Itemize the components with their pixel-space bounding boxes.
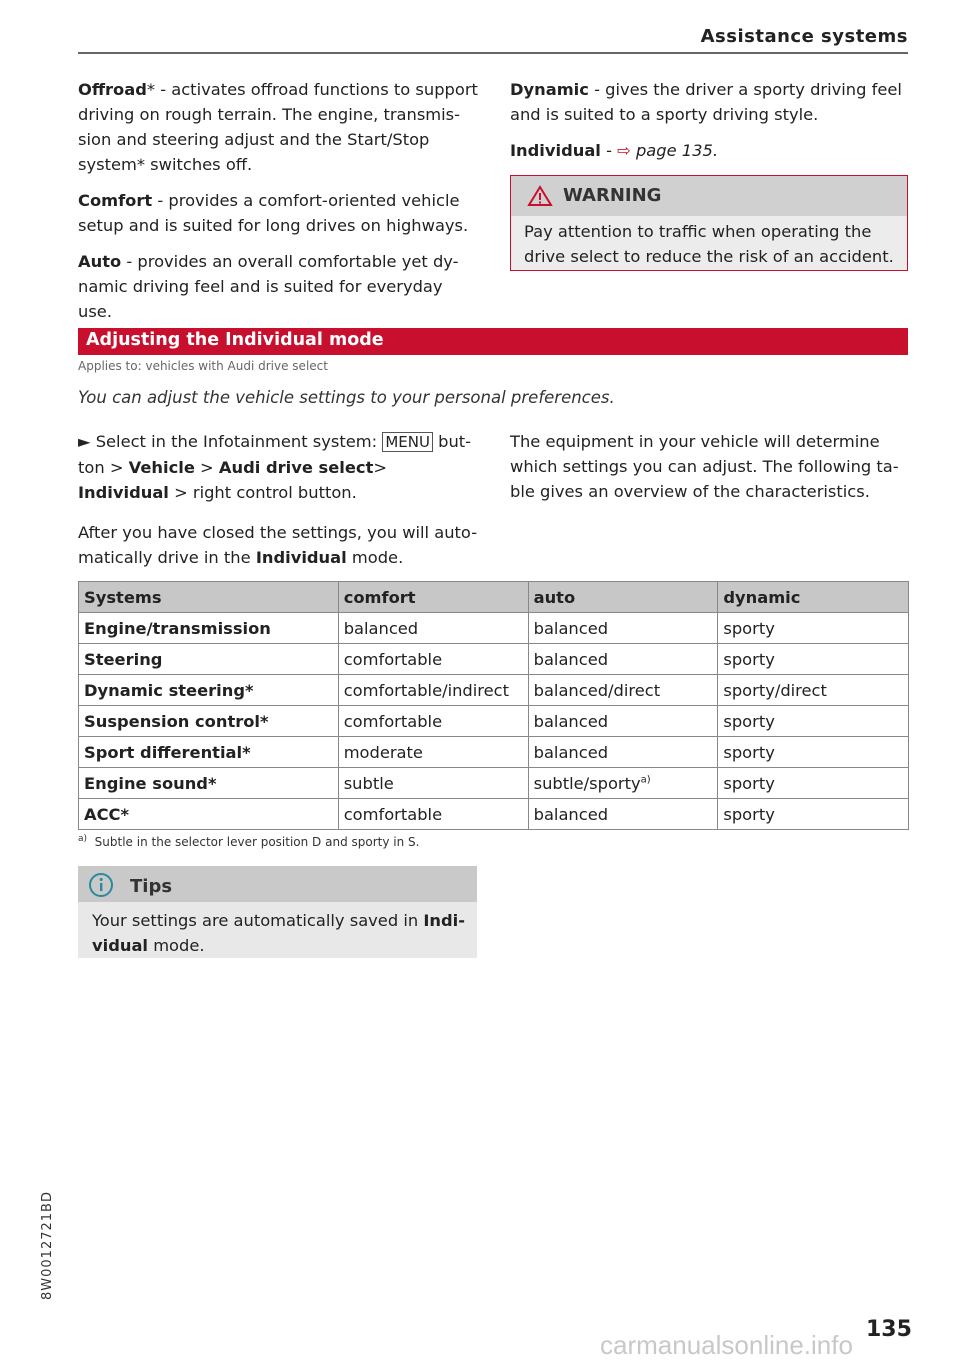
table-row (79, 613, 909, 644)
table-row (79, 675, 909, 706)
table-cell: balanced (528, 613, 718, 644)
table-cell: sporty (718, 768, 909, 799)
info-icon (88, 872, 114, 898)
table-cell: moderate (338, 737, 528, 768)
section-lead: You can adjust the vehicle settings to your personal preferences. (78, 388, 615, 407)
page-reference-link[interactable]: page 135. (635, 141, 719, 160)
table-cell: comfortable (338, 644, 528, 675)
table-header-row (79, 582, 909, 613)
warning-text: Pay attention to traffic when operating the drive select to reduce the risk of an accident. (524, 222, 894, 266)
table-cell: sporty (718, 799, 909, 830)
table-cell: Sport differential* (79, 737, 339, 768)
table-cell: comfortable (338, 799, 528, 830)
warning-header (511, 176, 907, 216)
table-row (79, 644, 909, 675)
section-title: Adjusting the Individual mode (86, 330, 384, 350)
table-row (79, 799, 909, 830)
watermark: carmanualsonline.info (600, 1330, 853, 1360)
table-cell: comfortable (338, 706, 528, 737)
table-header-cell: auto (528, 582, 718, 613)
mode-description-comfort: Comfort - provides a comfort-oriented vehicle setup and is suited for long drives on highways. (78, 191, 469, 235)
page-ref-arrow-icon: ⇨ (617, 141, 631, 160)
equipment-note: The equipment in your vehicle will determine which settings you can adjust. The following ta- ble gives an overview of the characteristics. (510, 432, 899, 501)
footnote-marker: a) (640, 774, 651, 786)
page-number: 135 (866, 1317, 912, 1342)
table-cell: Engine sound* (79, 768, 339, 799)
table-row (79, 706, 909, 737)
header-divider (78, 52, 908, 54)
table-cell: ACC* (79, 799, 339, 830)
table-header-cell: comfort (338, 582, 528, 613)
table-cell: subtle (338, 768, 528, 799)
table-cell: Engine/transmission (79, 613, 339, 644)
table-cell: balanced (528, 737, 718, 768)
applies-to-note: Applies to: vehicles with Audi drive select (78, 359, 328, 373)
table-cell: Steering (79, 644, 339, 675)
table-cell: balanced/direct (528, 675, 718, 706)
warning-box (510, 175, 908, 271)
document-code: 8W0012721BD (40, 1191, 55, 1300)
table-cell: balanced (338, 613, 528, 644)
table-cell: balanced (528, 799, 718, 830)
table-cell: comfortable/indirect (338, 675, 528, 706)
table-cell: Suspension control* (79, 706, 339, 737)
table-cell: sporty (718, 706, 909, 737)
table-cell: sporty (718, 644, 909, 675)
table-row (79, 737, 909, 768)
menu-key: MENU (382, 432, 433, 452)
table-footnote: $^{a)}$ Subtle in the selector lever position D and sporty in S. (78, 834, 420, 849)
table-header-cell: dynamic (718, 582, 909, 613)
table-cell: sporty (718, 737, 909, 768)
table-cell: sporty/direct (718, 675, 909, 706)
mode-description-individual: Individual - ⇨ page 135. (510, 141, 719, 160)
warning-title: WARNING (563, 185, 662, 206)
tips-box (78, 866, 477, 958)
after-closing-note: After you have closed the settings, you will auto- matically drive in the Individual mode. (78, 523, 478, 567)
mode-description-offroad: Offroad* - activates offroad functions to support driving on rough terrain. The engine, transmis- sion and steering adjust and the Start/Stop system* switches off. (78, 80, 478, 174)
mode-description-auto: Auto - provides an overall comfortable yet dy- namic driving feel and is suited for everyday use. (78, 252, 459, 321)
table-row (79, 768, 909, 799)
section-header-title: Assistance systems (700, 26, 908, 47)
characteristics-table (78, 581, 909, 830)
tips-header (78, 866, 477, 902)
instruction-step: ► Select in the Infotainment system: MENU but- ton > Vehicle > Audi drive select> Individual > right control button. (78, 432, 472, 502)
table-cell: balanced (528, 706, 718, 737)
section-title-bar (78, 328, 908, 355)
table-cell: sporty (718, 613, 909, 644)
table-header-cell: Systems (79, 582, 339, 613)
mode-description-dynamic: Dynamic - gives the driver a sporty driving feel and is suited to a sporty driving style. (510, 80, 902, 124)
table-cell: balanced (528, 644, 718, 675)
table-cell: Dynamic steering* (79, 675, 339, 706)
warning-triangle-icon (527, 185, 553, 207)
tips-text: Your settings are automatically saved in Indi- vidual mode. (92, 911, 466, 955)
table-cell: subtle/sporty$^{a)}$ (528, 768, 718, 799)
tips-title: Tips (130, 876, 173, 897)
bullet-icon: ► (78, 432, 91, 451)
